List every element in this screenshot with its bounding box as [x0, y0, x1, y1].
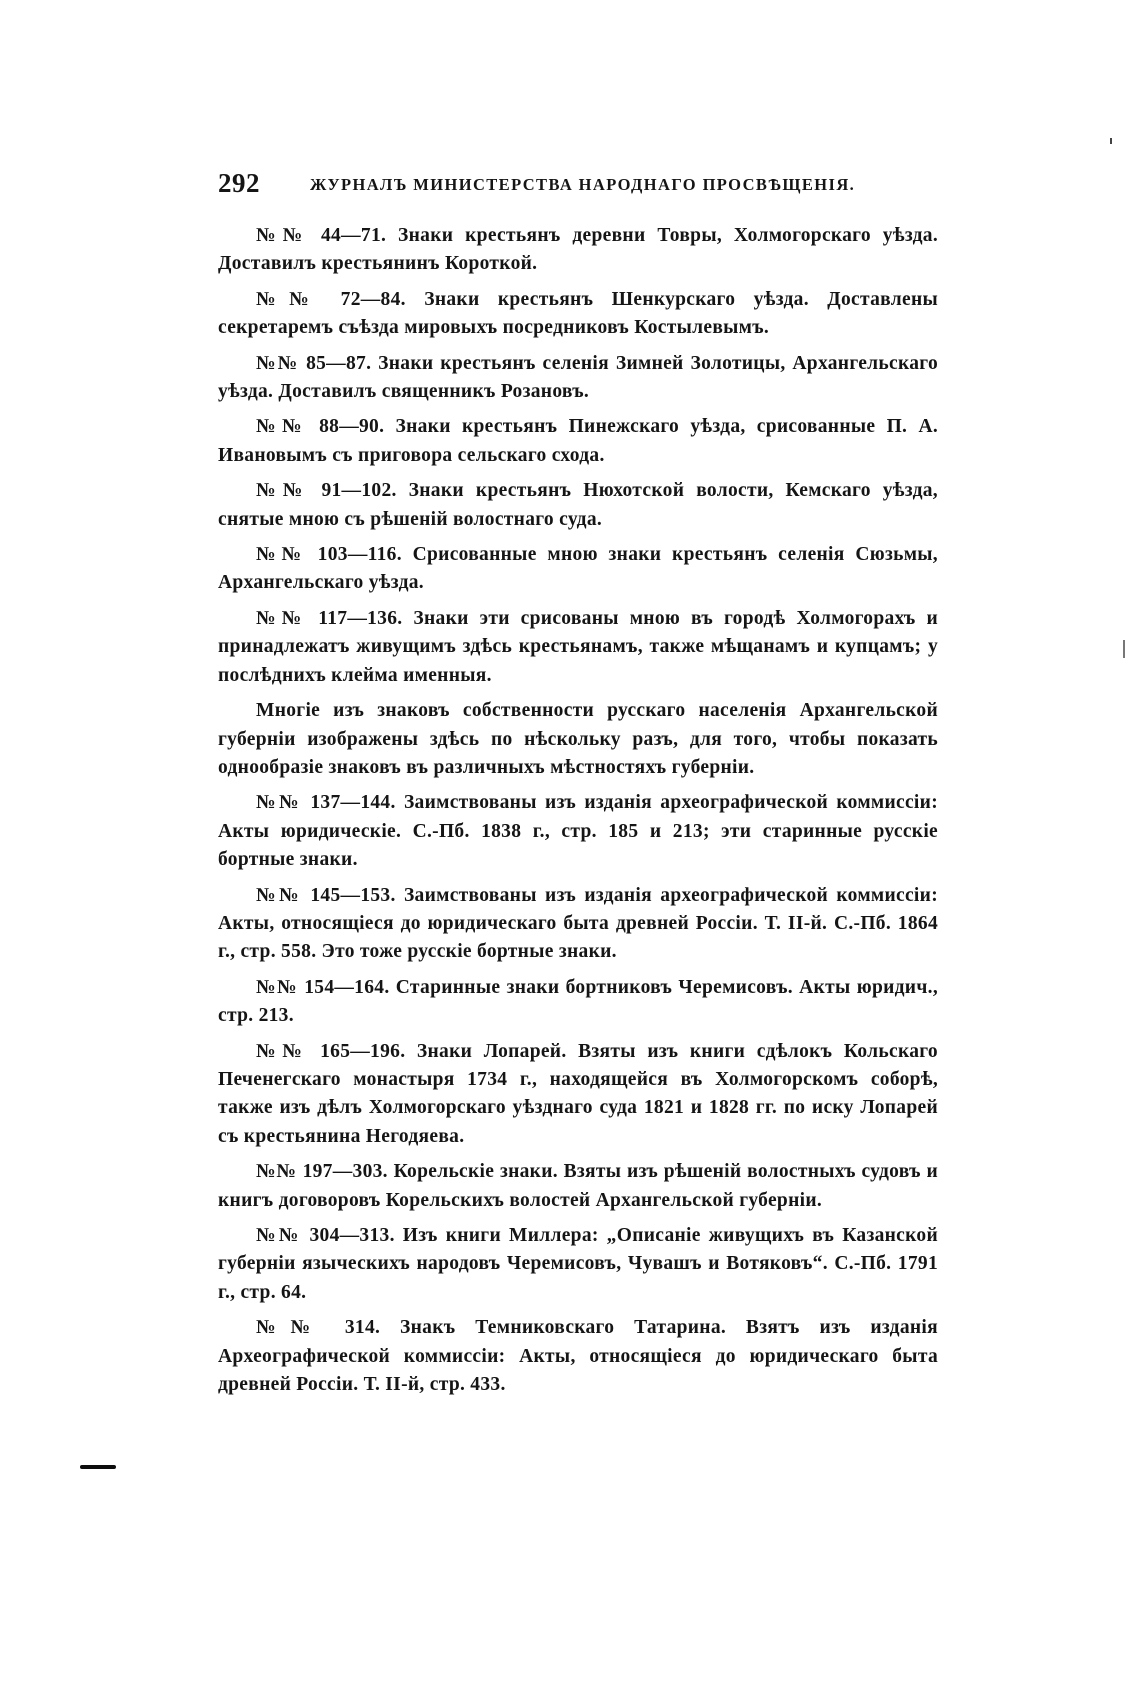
entry-number: №№ 197—303. — [256, 1161, 388, 1183]
entry-paragraph — [218, 413, 938, 470]
entry-text: Знаки крестьянъ Шенкурскаго уѣзда. Доставлены секретаремъ съѣзда мировыхъ посредниковъ Костылевымъ. — [218, 288, 939, 339]
entry-text: Знаки крестьянъ деревни Товры, Холмогорскаго уѣзда. Доставилъ крестьянинъ Короткой. — [218, 225, 938, 275]
entry-paragraph — [218, 477, 938, 534]
entry-text: Срисованные мною знаки крестьянъ селенія Сюзьмы, Архангельскаго уѣзда. — [218, 544, 938, 594]
entry-number: №№ 85—87. — [256, 352, 372, 374]
entry-text: Заимствованы изъ изданія археографической коммиссіи: Акты юридическіе. С.-Пб. 1838 г., стр. 185 и 213; эти старинные русскіе бортные знаки. — [218, 792, 938, 871]
entry-paragraph — [218, 541, 938, 598]
entry-number: №№ 103—116. — [256, 544, 402, 566]
entry-number: №№ 165—196. — [256, 1040, 406, 1062]
running-title: ЖУРНАЛЪ МИНИСТЕРСТВА НАРОДНАГО ПРОСВѢЩЕНІЯ. — [310, 175, 856, 194]
entry-text: Знакъ Темниковскаго Татарина. Взятъ изъ изданія Археографической коммиссіи: Акты, относящіеся до юридическаго быта древней Россіи. Т. II-й, стр. 433. — [218, 1317, 938, 1396]
entry-text: Старинные знаки бортниковъ Черемисовъ. Акты юридич., стр. 213. — [218, 976, 938, 1027]
entry-text: Знаки крестьянъ селенія Зимней Золотицы, Архангельскаго уѣзда. Доставилъ священникъ Розановъ. — [218, 352, 939, 403]
entry-number: №№ 72—84. — [256, 288, 406, 310]
entry-paragraph — [218, 286, 938, 343]
entry-text: Корельскіе знаки. Взяты изъ рѣшеній волостныхъ судовъ и книгъ договоровъ Корельскихъ волостей Архангельской губерніи. — [218, 1161, 938, 1211]
entry-text: Знаки крестьянъ Пинежскаго уѣзда, срисованные П. А. Ивановымъ съ приговора сельскаго схода. — [218, 416, 939, 466]
entry-number: №№ 117—136. — [256, 607, 403, 629]
entry-paragraph — [218, 974, 938, 1031]
entry-paragraph — [218, 1158, 938, 1215]
entry-paragraph — [218, 882, 938, 967]
margin-ink-mark — [80, 1465, 116, 1469]
note-paragraph — [218, 697, 938, 782]
entry-text: Заимствованы изъ изданія археографической коммиссіи: Акты, относящіеся до юридическаго быта древней Россіи. Т. II-й. С.-Пб. 1864 г., стр. 558. Это тоже русскіе бортные знаки. — [218, 884, 938, 963]
margin-speck — [1110, 138, 1112, 144]
entry-paragraph — [218, 1314, 938, 1399]
page-header — [218, 168, 920, 204]
entry-text: Многіе изъ знаковъ собственности русскаго населенія Архангельской губерніи изображены здѣсь по нѣскольку разъ, для того, чтобы показать однообразіе знаковъ въ различныхъ мѣстностяхъ губерніи. — [218, 700, 938, 778]
entry-number: №№ 304—313. — [256, 1225, 395, 1246]
entry-paragraph — [218, 605, 938, 690]
entry-number: №№ 314. — [256, 1317, 381, 1339]
entry-number: №№ 145—153. — [256, 884, 396, 906]
body-text — [218, 222, 938, 1406]
entry-paragraph — [218, 1222, 938, 1307]
entry-text: Знаки Лопарей. Взяты изъ книги сдѣлокъ Кольскаго Печенегскаго монастыря 1734 г., находящейся въ Холмогорскомъ соборѣ, также изъ дѣлъ Холмогорскаго уѣзднаго суда 1821 и 1828 гг. по иску Лопарей съ крестьянина Негодяева. — [218, 1040, 938, 1147]
page-number: 292 — [218, 168, 260, 198]
entry-paragraph — [218, 789, 938, 874]
entry-paragraph — [218, 350, 938, 407]
margin-speck — [1123, 640, 1125, 658]
entry-paragraph — [218, 1038, 938, 1152]
entry-number: №№ 44—71. — [256, 225, 387, 246]
entry-number: №№ 137—144. — [256, 792, 396, 814]
entry-paragraph — [218, 222, 938, 279]
entry-text: Знаки крестьянъ Нюхотской волости, Кемскаго уѣзда, снятые мною съ рѣшеній волостнаго суда. — [218, 480, 938, 530]
entry-text: Изъ книги Миллера: „Описаніе живущихъ въ Казанской губерніи языческихъ народовъ Черемисовъ, Чувашъ и Вотяковъ“. С.-Пб. 1791 г., стр. 64. — [218, 1225, 938, 1303]
entry-number: №№ 154—164. — [256, 976, 390, 998]
entry-text: Знаки эти срисованы мною въ городѣ Холмогорахъ и принадлежатъ живущимъ здѣсь крестьянамъ, также мѣщанамъ и купцамъ; у послѣднихъ клейма именныя. — [218, 607, 938, 686]
entry-number: №№ 91—102. — [256, 480, 397, 502]
entry-number: №№ 88—90. — [256, 416, 385, 438]
